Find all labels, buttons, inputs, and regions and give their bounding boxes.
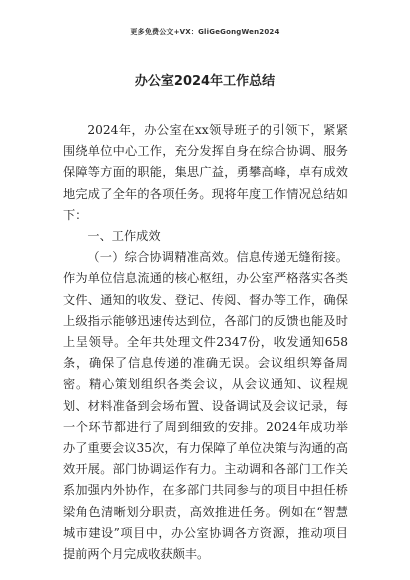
intro-paragraph: 2024年，办公室在xx领导班子的引领下，紧紧围绕单位中心工作，充分发挥自身在综合协调、服务保障等方面的职能，集思广益，勇攀高峰，卓有成效地完成了全年的各项任务。现将年度工作情况总结如下： xyxy=(63,123,348,222)
section-heading: 一、工作成效 xyxy=(87,229,161,244)
header-note: 更多免费公文+VX：GliGeGongWen2024 xyxy=(130,28,280,36)
document-title: 办公室2024年工作总结 xyxy=(134,74,276,89)
document-body xyxy=(63,120,348,565)
item-paragraph: （一）综合协调精准高效。信息传递无缝衔接。作为单位信息流通的核心枢纽，办公室严格落实各类文件、通知的收发、登记、传阅、督办等工作，确保上级指示能够迅速传达到位，各部门的反馈也能及时上呈领导。全年共处理文件2347份，收发通知658条，确保了信息传递的准确无误。会议组织筹备周密。精心策划组织各类会议，从会议通知、议程规划、材料准备到会场布置、设备调试及会议记录，每一个环节都进行了周到细致的安排。2024年成功举办了重要会议35次，有力保障了单位决策与沟通的高效开展。部门协调运作有力。主动调和各部门工作关系加强内外协作，在多部门共同参与的项目中担任桥梁角色清晰划分职责，高效推进任务。例如在“智慧城市建设”项目中，办公室协调各方资源，推动项目提前两个月完成收获颇丰。 xyxy=(63,250,348,562)
